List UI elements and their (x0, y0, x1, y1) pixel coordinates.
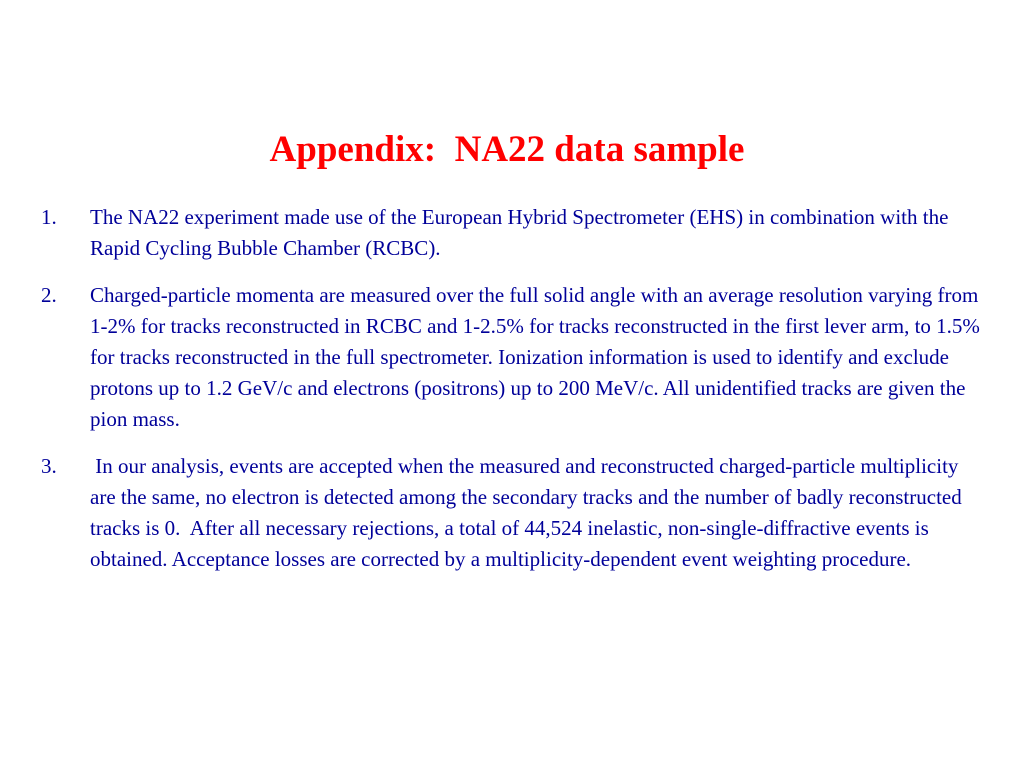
list-item-number: 1. (41, 205, 57, 229)
list-item-number: 3. (41, 454, 57, 478)
list-item-text: In our analysis, events are accepted when the measured and reconstructed charged-particle multiplicity are the same, no electron is detected among the secondary tracks and the number of badly reconstructed tracks is 0. After all necessary rejections, a total of 44,524 inelastic, non-single-diffractive events is obtained. Acceptance losses are corrected by a multiplicity-dependent event weighting procedure. (90, 454, 967, 571)
list-item-text: The NA22 experiment made use of the European Hybrid Spectrometer (EHS) in combination with the Rapid Cycling Bubble Chamber (RCBC). (90, 205, 954, 260)
list-item (0, 202, 1024, 264)
list-item-number: 2. (41, 283, 57, 307)
slide-title: Appendix: NA22 data sample (269, 129, 745, 170)
list-item (0, 280, 1024, 435)
numbered-list (0, 202, 1024, 591)
list-item-text: Charged-particle momenta are measured over the full solid angle with an average resolution varying from 1-2% for tracks reconstructed in RCBC and 1-2.5% for tracks reconstructed in the first lever arm, to 1.5% for tracks reconstructed in the full spectrometer. Ionization information is used to identify and exclude protons up to 1.2 GeV/c and electrons (positrons) up to 200 MeV/c. All unidentified tracks are given the pion mass. (90, 283, 986, 431)
list-item (0, 451, 1024, 575)
